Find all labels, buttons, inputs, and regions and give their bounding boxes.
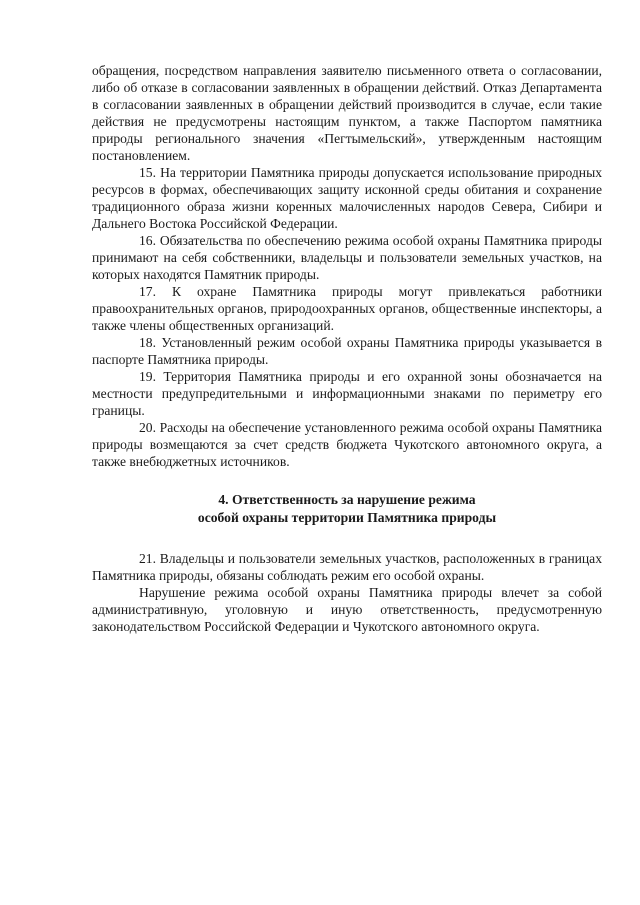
- section-heading-line-2: особой охраны территории Памятника природы: [197, 510, 497, 525]
- document-page: [92, 62, 602, 635]
- paragraph-17: 17. К охране Памятника природы могут привлекаться работники правоохранительных органов, природоохранных органов, общественные инспекторы, а также члены общественных организаций.: [92, 284, 602, 333]
- paragraph-20: 20. Расходы на обеспечение установленного режима особой охраны Памятника природы возмещаются за счет средств бюджета Чукотского автономного округа, а также внебюджетных источников.: [92, 420, 602, 469]
- paragraph-liability: Нарушение режима особой охраны Памятника природы влечет за собой административную, уголовную и иную ответственность, предусмотренную законодательством Российской Федерации и Чукотского автономного округа.: [92, 585, 602, 634]
- paragraph-18: 18. Установленный режим особой охраны Памятника природы указывается в паспорте Памятника природы.: [92, 335, 602, 367]
- paragraph-19: 19. Территория Памятника природы и его охранной зоны обозначается на местности предупредительными и информационными знаками по периметру его границы.: [92, 369, 602, 418]
- section-heading: [92, 491, 602, 527]
- paragraph-16: 16. Обязательства по обеспечению режима особой охраны Памятника природы принимают на себя собственники, владельцы и пользователи земельных участков, на которых находятся Памятник природы.: [92, 233, 602, 282]
- section-heading-line-1: 4. Ответственность за нарушение режима: [218, 492, 476, 507]
- paragraph-continuation: обращения, посредством направления заявителю письменного ответа о согласовании, либо об отказе в согласовании заявленных в обращении действий. Отказ Департамента в согласовании заявленных в обращении действий производится в случае, если такие действия не предусмотрены настоящим пунктом, а также Паспортом памятника природы регионального значения «Пегтымельский», утвержденным настоящим постановлением.: [92, 63, 602, 163]
- paragraph-15: 15. На территории Памятника природы допускается использование природных ресурсов в формах, обеспечивающих защиту исконной среды обитания и сохранение традиционного образа жизни коренных малочисленных народов Севера, Сибири и Дальнего Востока Российской Федерации.: [92, 165, 602, 231]
- paragraph-21: 21. Владельцы и пользователи земельных участков, расположенных в границах Памятника природы, обязаны соблюдать режим его особой охраны.: [92, 551, 602, 583]
